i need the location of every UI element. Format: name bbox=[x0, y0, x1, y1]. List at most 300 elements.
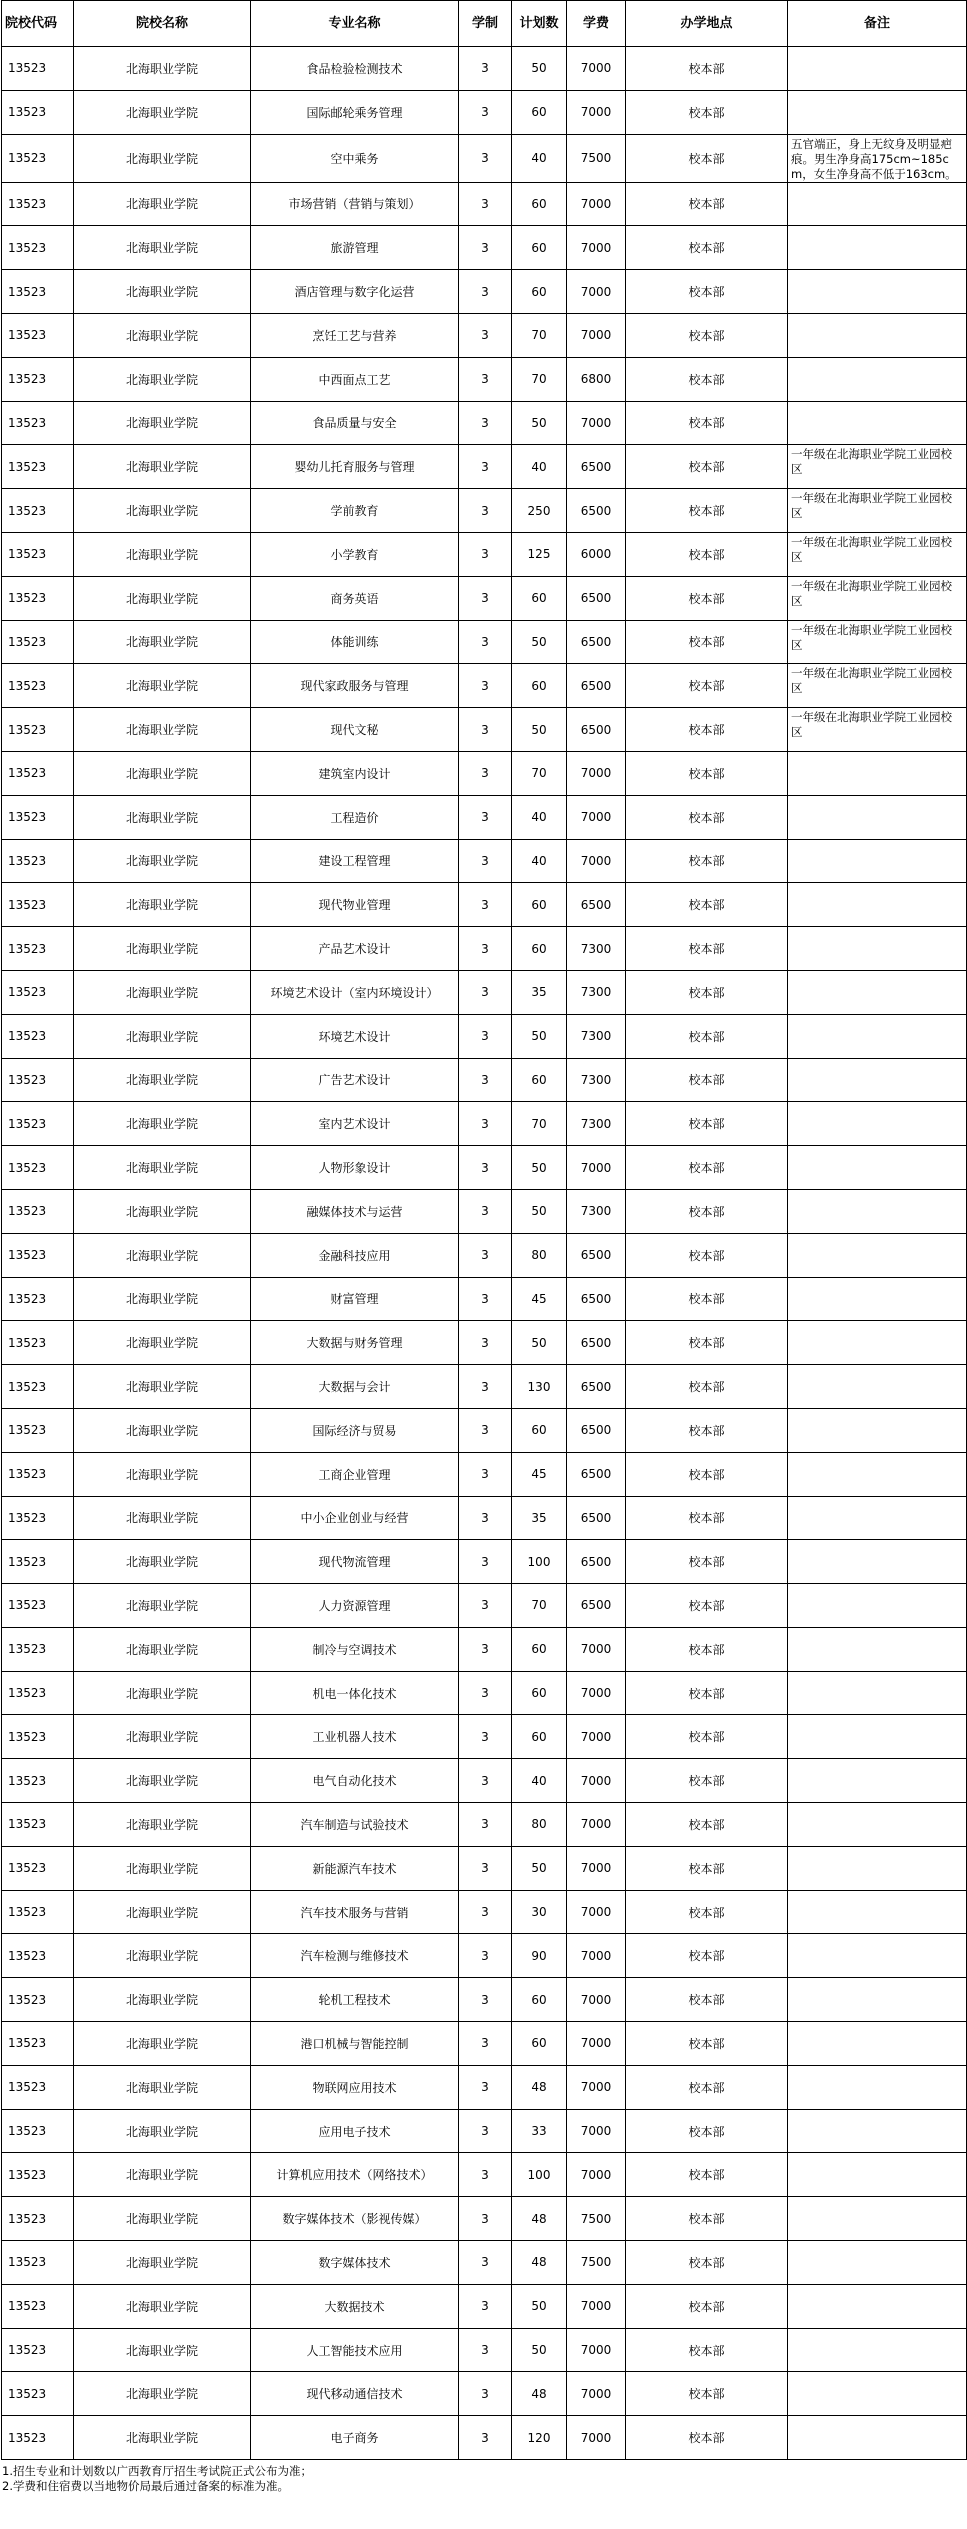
cell-location: 校本部 bbox=[626, 1058, 788, 1102]
cell-school-name: 北海职业学院 bbox=[74, 1146, 251, 1190]
cell-school-name: 北海职业学院 bbox=[74, 2284, 251, 2328]
cell-major-name: 人物形象设计 bbox=[251, 1146, 459, 1190]
table-row bbox=[2, 1102, 967, 1146]
cell-major-name: 体能训练 bbox=[251, 620, 459, 664]
cell-school-code: 13523 bbox=[2, 357, 74, 401]
cell-school-name: 北海职业学院 bbox=[74, 1452, 251, 1496]
cell-plan-count: 60 bbox=[512, 2022, 567, 2066]
cell-remark bbox=[788, 226, 967, 270]
table-row bbox=[2, 1408, 967, 1452]
cell-remark: 一年级在北海职业学院工业园校区 bbox=[788, 620, 967, 664]
cell-years: 3 bbox=[459, 2284, 512, 2328]
cell-years: 3 bbox=[459, 2372, 512, 2416]
cell-years: 3 bbox=[459, 708, 512, 752]
cell-tuition: 7000 bbox=[567, 1803, 626, 1847]
table-row bbox=[2, 2022, 967, 2066]
cell-school-code: 13523 bbox=[2, 2372, 74, 2416]
cell-remark bbox=[788, 883, 967, 927]
cell-major-name: 现代文秘 bbox=[251, 708, 459, 752]
cell-years: 3 bbox=[459, 1452, 512, 1496]
cell-school-name: 北海职业学院 bbox=[74, 1540, 251, 1584]
cell-remark: 一年级在北海职业学院工业园校区 bbox=[788, 664, 967, 708]
cell-school-code: 13523 bbox=[2, 1452, 74, 1496]
cell-location: 校本部 bbox=[626, 182, 788, 226]
cell-years: 3 bbox=[459, 1934, 512, 1978]
cell-years: 3 bbox=[459, 927, 512, 971]
table-row bbox=[2, 1452, 967, 1496]
header-years: 学制 bbox=[459, 1, 512, 47]
cell-location: 校本部 bbox=[626, 270, 788, 314]
cell-location: 校本部 bbox=[626, 1978, 788, 2022]
cell-plan-count: 60 bbox=[512, 1408, 567, 1452]
cell-plan-count: 40 bbox=[512, 134, 567, 182]
cell-school-name: 北海职业学院 bbox=[74, 1978, 251, 2022]
cell-remark bbox=[788, 1146, 967, 1190]
cell-remark bbox=[788, 1540, 967, 1584]
cell-school-code: 13523 bbox=[2, 47, 74, 91]
cell-tuition: 6500 bbox=[567, 1233, 626, 1277]
cell-school-name: 北海职业学院 bbox=[74, 708, 251, 752]
cell-remark bbox=[788, 1365, 967, 1409]
cell-school-code: 13523 bbox=[2, 1014, 74, 1058]
table-row bbox=[2, 1627, 967, 1671]
cell-school-code: 13523 bbox=[2, 1365, 74, 1409]
cell-tuition: 7000 bbox=[567, 1934, 626, 1978]
cell-remark: 一年级在北海职业学院工业园校区 bbox=[788, 576, 967, 620]
cell-school-name: 北海职业学院 bbox=[74, 313, 251, 357]
cell-major-name: 港口机械与智能控制 bbox=[251, 2022, 459, 2066]
table-row bbox=[2, 970, 967, 1014]
cell-tuition: 7300 bbox=[567, 927, 626, 971]
cell-remark bbox=[788, 2241, 967, 2285]
cell-years: 3 bbox=[459, 182, 512, 226]
table-row bbox=[2, 1584, 967, 1628]
cell-remark bbox=[788, 2328, 967, 2372]
cell-years: 3 bbox=[459, 1496, 512, 1540]
cell-school-name: 北海职业学院 bbox=[74, 270, 251, 314]
cell-location: 校本部 bbox=[626, 664, 788, 708]
cell-school-name: 北海职业学院 bbox=[74, 401, 251, 445]
cell-school-code: 13523 bbox=[2, 2109, 74, 2153]
cell-major-name: 中西面点工艺 bbox=[251, 357, 459, 401]
cell-plan-count: 40 bbox=[512, 445, 567, 489]
cell-school-name: 北海职业学院 bbox=[74, 532, 251, 576]
cell-school-name: 北海职业学院 bbox=[74, 2241, 251, 2285]
cell-school-name: 北海职业学院 bbox=[74, 226, 251, 270]
cell-tuition: 6800 bbox=[567, 357, 626, 401]
cell-location: 校本部 bbox=[626, 2328, 788, 2372]
cell-school-name: 北海职业学院 bbox=[74, 576, 251, 620]
cell-school-code: 13523 bbox=[2, 664, 74, 708]
cell-school-name: 北海职业学院 bbox=[74, 1846, 251, 1890]
cell-plan-count: 60 bbox=[512, 226, 567, 270]
footnote-1: 1.招生专业和计划数以广西教育厅招生考试院正式公布为准； bbox=[2, 2464, 312, 2479]
cell-school-code: 13523 bbox=[2, 226, 74, 270]
table-row bbox=[2, 182, 967, 226]
cell-years: 3 bbox=[459, 226, 512, 270]
cell-tuition: 7300 bbox=[567, 1058, 626, 1102]
cell-years: 3 bbox=[459, 839, 512, 883]
cell-plan-count: 100 bbox=[512, 1540, 567, 1584]
table-row bbox=[2, 1277, 967, 1321]
cell-location: 校本部 bbox=[626, 883, 788, 927]
cell-school-name: 北海职业学院 bbox=[74, 1803, 251, 1847]
cell-tuition: 7000 bbox=[567, 751, 626, 795]
cell-major-name: 中小企业创业与经营 bbox=[251, 1496, 459, 1540]
cell-remark bbox=[788, 1058, 967, 1102]
cell-plan-count: 70 bbox=[512, 1102, 567, 1146]
cell-major-name: 现代物流管理 bbox=[251, 1540, 459, 1584]
cell-plan-count: 35 bbox=[512, 970, 567, 1014]
cell-plan-count: 50 bbox=[512, 401, 567, 445]
cell-school-name: 北海职业学院 bbox=[74, 927, 251, 971]
cell-plan-count: 50 bbox=[512, 708, 567, 752]
table-row bbox=[2, 270, 967, 314]
cell-tuition: 7300 bbox=[567, 1102, 626, 1146]
cell-tuition: 7000 bbox=[567, 2153, 626, 2197]
header-school-code: 院校代码 bbox=[2, 1, 74, 47]
cell-school-code: 13523 bbox=[2, 489, 74, 533]
cell-plan-count: 60 bbox=[512, 182, 567, 226]
cell-tuition: 7000 bbox=[567, 401, 626, 445]
cell-tuition: 7000 bbox=[567, 270, 626, 314]
cell-tuition: 7000 bbox=[567, 90, 626, 134]
cell-location: 校本部 bbox=[626, 708, 788, 752]
header-major-name: 专业名称 bbox=[251, 1, 459, 47]
cell-school-name: 北海职业学院 bbox=[74, 1058, 251, 1102]
cell-tuition: 7000 bbox=[567, 1759, 626, 1803]
table-header-row bbox=[2, 1, 967, 47]
cell-plan-count: 35 bbox=[512, 1496, 567, 1540]
header-location: 办学地点 bbox=[626, 1, 788, 47]
cell-major-name: 空中乘务 bbox=[251, 134, 459, 182]
cell-school-code: 13523 bbox=[2, 2284, 74, 2328]
table-row bbox=[2, 2416, 967, 2460]
cell-school-code: 13523 bbox=[2, 576, 74, 620]
cell-tuition: 7000 bbox=[567, 182, 626, 226]
cell-years: 3 bbox=[459, 1890, 512, 1934]
cell-location: 校本部 bbox=[626, 1846, 788, 1890]
cell-location: 校本部 bbox=[626, 751, 788, 795]
cell-major-name: 现代移动通信技术 bbox=[251, 2372, 459, 2416]
cell-years: 3 bbox=[459, 1584, 512, 1628]
cell-school-name: 北海职业学院 bbox=[74, 47, 251, 91]
cell-school-code: 13523 bbox=[2, 2241, 74, 2285]
cell-school-name: 北海职业学院 bbox=[74, 1715, 251, 1759]
cell-major-name: 数字媒体技术（影视传媒） bbox=[251, 2197, 459, 2241]
cell-major-name: 国际邮轮乘务管理 bbox=[251, 90, 459, 134]
table-row bbox=[2, 2065, 967, 2109]
cell-tuition: 7000 bbox=[567, 839, 626, 883]
table-row bbox=[2, 664, 967, 708]
cell-school-name: 北海职业学院 bbox=[74, 445, 251, 489]
cell-tuition: 7000 bbox=[567, 1671, 626, 1715]
cell-location: 校本部 bbox=[626, 1102, 788, 1146]
cell-major-name: 汽车技术服务与营销 bbox=[251, 1890, 459, 1934]
cell-remark bbox=[788, 1408, 967, 1452]
cell-years: 3 bbox=[459, 270, 512, 314]
cell-major-name: 产品艺术设计 bbox=[251, 927, 459, 971]
cell-school-code: 13523 bbox=[2, 2022, 74, 2066]
table-row bbox=[2, 2241, 967, 2285]
cell-remark bbox=[788, 1102, 967, 1146]
cell-location: 校本部 bbox=[626, 1627, 788, 1671]
cell-location: 校本部 bbox=[626, 1540, 788, 1584]
table-row bbox=[2, 1146, 967, 1190]
table-row bbox=[2, 620, 967, 664]
cell-years: 3 bbox=[459, 1277, 512, 1321]
table-row bbox=[2, 134, 967, 182]
cell-major-name: 物联网应用技术 bbox=[251, 2065, 459, 2109]
cell-remark bbox=[788, 927, 967, 971]
cell-years: 3 bbox=[459, 1408, 512, 1452]
cell-tuition: 7000 bbox=[567, 1627, 626, 1671]
cell-school-code: 13523 bbox=[2, 313, 74, 357]
cell-tuition: 7000 bbox=[567, 313, 626, 357]
table-row bbox=[2, 445, 967, 489]
table-row bbox=[2, 2153, 967, 2197]
cell-plan-count: 70 bbox=[512, 313, 567, 357]
cell-school-code: 13523 bbox=[2, 1978, 74, 2022]
cell-plan-count: 60 bbox=[512, 664, 567, 708]
cell-school-name: 北海职业学院 bbox=[74, 1627, 251, 1671]
cell-school-name: 北海职业学院 bbox=[74, 1189, 251, 1233]
cell-tuition: 7000 bbox=[567, 2109, 626, 2153]
cell-plan-count: 60 bbox=[512, 270, 567, 314]
cell-tuition: 6500 bbox=[567, 664, 626, 708]
cell-years: 3 bbox=[459, 620, 512, 664]
cell-remark bbox=[788, 970, 967, 1014]
cell-tuition: 7000 bbox=[567, 1978, 626, 2022]
cell-plan-count: 100 bbox=[512, 2153, 567, 2197]
cell-tuition: 6500 bbox=[567, 445, 626, 489]
table-row bbox=[2, 1496, 967, 1540]
cell-years: 3 bbox=[459, 1146, 512, 1190]
cell-location: 校本部 bbox=[626, 576, 788, 620]
table-row bbox=[2, 1978, 967, 2022]
cell-location: 校本部 bbox=[626, 1671, 788, 1715]
cell-plan-count: 50 bbox=[512, 1014, 567, 1058]
cell-remark bbox=[788, 1759, 967, 1803]
cell-plan-count: 40 bbox=[512, 1759, 567, 1803]
cell-school-code: 13523 bbox=[2, 1058, 74, 1102]
cell-tuition: 6500 bbox=[567, 1584, 626, 1628]
table-row bbox=[2, 313, 967, 357]
cell-location: 校本部 bbox=[626, 401, 788, 445]
cell-years: 3 bbox=[459, 2328, 512, 2372]
table-row bbox=[2, 839, 967, 883]
cell-years: 3 bbox=[459, 1233, 512, 1277]
cell-school-code: 13523 bbox=[2, 1846, 74, 1890]
cell-years: 3 bbox=[459, 1540, 512, 1584]
cell-school-name: 北海职业学院 bbox=[74, 2153, 251, 2197]
cell-plan-count: 48 bbox=[512, 2241, 567, 2285]
cell-years: 3 bbox=[459, 1627, 512, 1671]
cell-major-name: 食品检验检测技术 bbox=[251, 47, 459, 91]
cell-major-name: 现代物业管理 bbox=[251, 883, 459, 927]
cell-tuition: 7300 bbox=[567, 1014, 626, 1058]
cell-years: 3 bbox=[459, 1365, 512, 1409]
cell-location: 校本部 bbox=[626, 226, 788, 270]
cell-years: 3 bbox=[459, 532, 512, 576]
cell-major-name: 汽车制造与试验技术 bbox=[251, 1803, 459, 1847]
cell-school-code: 13523 bbox=[2, 1408, 74, 1452]
cell-tuition: 7000 bbox=[567, 47, 626, 91]
cell-plan-count: 48 bbox=[512, 2197, 567, 2241]
table-row bbox=[2, 1803, 967, 1847]
cell-school-name: 北海职业学院 bbox=[74, 1014, 251, 1058]
table-row bbox=[2, 90, 967, 134]
cell-school-code: 13523 bbox=[2, 2416, 74, 2460]
table-row bbox=[2, 2372, 967, 2416]
cell-school-code: 13523 bbox=[2, 708, 74, 752]
cell-location: 校本部 bbox=[626, 2022, 788, 2066]
cell-remark: 一年级在北海职业学院工业园校区 bbox=[788, 489, 967, 533]
cell-years: 3 bbox=[459, 313, 512, 357]
cell-school-code: 13523 bbox=[2, 927, 74, 971]
cell-major-name: 人力资源管理 bbox=[251, 1584, 459, 1628]
cell-school-code: 13523 bbox=[2, 970, 74, 1014]
cell-plan-count: 40 bbox=[512, 795, 567, 839]
cell-school-code: 13523 bbox=[2, 1934, 74, 1978]
cell-location: 校本部 bbox=[626, 795, 788, 839]
cell-tuition: 6500 bbox=[567, 1365, 626, 1409]
cell-remark bbox=[788, 90, 967, 134]
cell-major-name: 建筑室内设计 bbox=[251, 751, 459, 795]
cell-years: 3 bbox=[459, 1978, 512, 2022]
cell-tuition: 6000 bbox=[567, 532, 626, 576]
cell-location: 校本部 bbox=[626, 1934, 788, 1978]
cell-plan-count: 48 bbox=[512, 2065, 567, 2109]
cell-remark bbox=[788, 2197, 967, 2241]
cell-school-name: 北海职业学院 bbox=[74, 1277, 251, 1321]
table-row bbox=[2, 751, 967, 795]
table-row bbox=[2, 1365, 967, 1409]
cell-school-code: 13523 bbox=[2, 1321, 74, 1365]
cell-years: 3 bbox=[459, 1671, 512, 1715]
cell-major-name: 食品质量与安全 bbox=[251, 401, 459, 445]
cell-tuition: 6500 bbox=[567, 1277, 626, 1321]
cell-school-name: 北海职业学院 bbox=[74, 134, 251, 182]
cell-tuition: 7300 bbox=[567, 970, 626, 1014]
cell-school-code: 13523 bbox=[2, 1102, 74, 1146]
cell-school-name: 北海职业学院 bbox=[74, 1934, 251, 1978]
cell-remark bbox=[788, 2022, 967, 2066]
cell-tuition: 7000 bbox=[567, 2372, 626, 2416]
cell-location: 校本部 bbox=[626, 2416, 788, 2460]
cell-major-name: 广告艺术设计 bbox=[251, 1058, 459, 1102]
cell-plan-count: 125 bbox=[512, 532, 567, 576]
cell-school-name: 北海职业学院 bbox=[74, 1408, 251, 1452]
table-row bbox=[2, 532, 967, 576]
table-row bbox=[2, 401, 967, 445]
cell-years: 3 bbox=[459, 795, 512, 839]
cell-school-name: 北海职业学院 bbox=[74, 2022, 251, 2066]
cell-remark bbox=[788, 1715, 967, 1759]
cell-plan-count: 60 bbox=[512, 1715, 567, 1759]
cell-plan-count: 130 bbox=[512, 1365, 567, 1409]
table-row bbox=[2, 1233, 967, 1277]
cell-tuition: 7000 bbox=[567, 1846, 626, 1890]
cell-remark bbox=[788, 2416, 967, 2460]
cell-plan-count: 50 bbox=[512, 1846, 567, 1890]
cell-years: 3 bbox=[459, 2109, 512, 2153]
cell-major-name: 商务英语 bbox=[251, 576, 459, 620]
table-row bbox=[2, 1189, 967, 1233]
cell-major-name: 大数据与财务管理 bbox=[251, 1321, 459, 1365]
cell-school-name: 北海职业学院 bbox=[74, 620, 251, 664]
cell-remark bbox=[788, 2065, 967, 2109]
cell-location: 校本部 bbox=[626, 1146, 788, 1190]
cell-school-name: 北海职业学院 bbox=[74, 795, 251, 839]
cell-school-name: 北海职业学院 bbox=[74, 1890, 251, 1934]
cell-location: 校本部 bbox=[626, 2284, 788, 2328]
cell-school-name: 北海职业学院 bbox=[74, 839, 251, 883]
cell-location: 校本部 bbox=[626, 90, 788, 134]
cell-location: 校本部 bbox=[626, 2241, 788, 2285]
table-row bbox=[2, 2284, 967, 2328]
cell-plan-count: 60 bbox=[512, 1627, 567, 1671]
table-row bbox=[2, 1846, 967, 1890]
cell-location: 校本部 bbox=[626, 1189, 788, 1233]
cell-plan-count: 50 bbox=[512, 2328, 567, 2372]
cell-remark bbox=[788, 1321, 967, 1365]
cell-school-code: 13523 bbox=[2, 90, 74, 134]
cell-school-name: 北海职业学院 bbox=[74, 2197, 251, 2241]
cell-years: 3 bbox=[459, 751, 512, 795]
cell-plan-count: 50 bbox=[512, 620, 567, 664]
cell-school-name: 北海职业学院 bbox=[74, 1365, 251, 1409]
cell-plan-count: 60 bbox=[512, 576, 567, 620]
cell-school-code: 13523 bbox=[2, 1584, 74, 1628]
cell-years: 3 bbox=[459, 1803, 512, 1847]
cell-major-name: 汽车检测与维修技术 bbox=[251, 1934, 459, 1978]
cell-school-name: 北海职业学院 bbox=[74, 1233, 251, 1277]
cell-plan-count: 45 bbox=[512, 1277, 567, 1321]
cell-major-name: 酒店管理与数字化运营 bbox=[251, 270, 459, 314]
cell-location: 校本部 bbox=[626, 1014, 788, 1058]
cell-plan-count: 50 bbox=[512, 1321, 567, 1365]
cell-remark bbox=[788, 1934, 967, 1978]
cell-years: 3 bbox=[459, 1058, 512, 1102]
table-row bbox=[2, 2197, 967, 2241]
cell-tuition: 6500 bbox=[567, 1496, 626, 1540]
cell-years: 3 bbox=[459, 2241, 512, 2285]
table-row bbox=[2, 1321, 967, 1365]
cell-location: 校本部 bbox=[626, 620, 788, 664]
cell-location: 校本部 bbox=[626, 134, 788, 182]
cell-plan-count: 120 bbox=[512, 2416, 567, 2460]
cell-school-code: 13523 bbox=[2, 1277, 74, 1321]
cell-plan-count: 45 bbox=[512, 1452, 567, 1496]
cell-major-name: 婴幼儿托育服务与管理 bbox=[251, 445, 459, 489]
cell-remark bbox=[788, 1496, 967, 1540]
cell-remark bbox=[788, 2284, 967, 2328]
cell-major-name: 财富管理 bbox=[251, 1277, 459, 1321]
cell-major-name: 大数据技术 bbox=[251, 2284, 459, 2328]
cell-school-code: 13523 bbox=[2, 1189, 74, 1233]
cell-tuition: 7500 bbox=[567, 2241, 626, 2285]
cell-years: 3 bbox=[459, 2065, 512, 2109]
cell-location: 校本部 bbox=[626, 1452, 788, 1496]
cell-plan-count: 90 bbox=[512, 1934, 567, 1978]
cell-school-name: 北海职业学院 bbox=[74, 1671, 251, 1715]
cell-school-name: 北海职业学院 bbox=[74, 1102, 251, 1146]
cell-remark bbox=[788, 1452, 967, 1496]
cell-location: 校本部 bbox=[626, 1715, 788, 1759]
cell-location: 校本部 bbox=[626, 2109, 788, 2153]
cell-tuition: 7000 bbox=[567, 1146, 626, 1190]
